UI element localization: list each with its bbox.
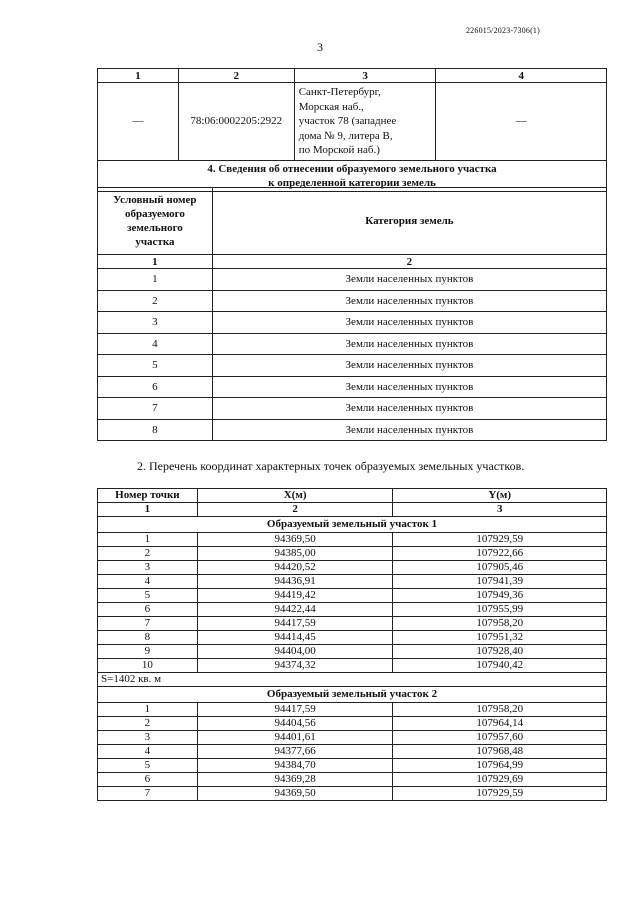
x-coordinate: 94436,91	[197, 575, 393, 589]
x-coordinate: 94419,42	[197, 589, 393, 603]
section-title-line: 4. Сведения об отнесении образуемого земельного участка	[207, 162, 497, 175]
point-number: 8	[98, 631, 198, 645]
land-category: Земли населенных пунктов	[212, 355, 606, 377]
numbering-cell: 1	[98, 503, 198, 517]
parcel2-title-row	[98, 687, 607, 703]
land-category: Земли населенных пунктов	[212, 376, 606, 398]
y-coordinate: 107949,36	[393, 589, 607, 603]
x-coordinate: 94377,66	[197, 745, 393, 759]
table1-header-row	[98, 69, 607, 83]
dash-cell: —	[436, 83, 607, 161]
category-caption-row	[98, 188, 607, 255]
point-row	[98, 603, 607, 617]
point-number: 2	[98, 717, 198, 731]
point-number: 7	[98, 787, 198, 801]
point-number: 4	[98, 745, 198, 759]
point-row	[98, 731, 607, 745]
point-row	[98, 589, 607, 603]
point-row	[98, 759, 607, 773]
x-coordinate: 94404,56	[197, 717, 393, 731]
category-row	[98, 333, 607, 355]
category-rows	[98, 269, 607, 441]
numbering-cell: 2	[197, 503, 393, 517]
category-row	[98, 290, 607, 312]
coordinates-table	[97, 488, 607, 801]
table1-col-header: 1	[98, 69, 179, 83]
address-line: дома № 9, литера В,	[298, 129, 393, 142]
y-coordinate: 107922,66	[393, 547, 607, 561]
category-row	[98, 312, 607, 334]
point-number: 1	[98, 703, 198, 717]
parcel-num: 2	[98, 290, 213, 312]
point-row	[98, 773, 607, 787]
parcel1-area-row	[98, 673, 607, 687]
parcel2-points	[98, 703, 607, 801]
address-line: Санкт-Петербург,	[298, 86, 381, 98]
parcel1-points	[98, 533, 607, 673]
parcel-number-caption	[98, 188, 213, 255]
section-title-line: к определенной категории земель	[268, 176, 436, 189]
category-row	[98, 376, 607, 398]
category-row	[98, 269, 607, 291]
y-coordinate: 107958,20	[393, 617, 607, 631]
x-coordinate: 94417,59	[197, 703, 393, 717]
land-category: Земли населенных пунктов	[212, 398, 606, 420]
caption-line: Условный номер	[113, 194, 197, 206]
y-coordinate: 107928,40	[393, 645, 607, 659]
y-coordinate: 107929,59	[393, 533, 607, 547]
parcel-num: 5	[98, 355, 213, 377]
point-number: 3	[98, 731, 198, 745]
y-coordinate: 107964,99	[393, 759, 607, 773]
point-number: 5	[98, 589, 198, 603]
point-row	[98, 703, 607, 717]
land-category: Земли населенных пунктов	[212, 269, 606, 291]
parcel-source-row	[98, 83, 607, 161]
x-coordinate: 94422,44	[197, 603, 393, 617]
point-number: 2	[98, 547, 198, 561]
table1-col-header: 4	[436, 69, 607, 83]
dash-cell: —	[98, 83, 179, 161]
table1-col-header: 2	[178, 69, 294, 83]
col-header: X(м)	[197, 489, 393, 503]
category-row	[98, 419, 607, 441]
point-row	[98, 547, 607, 561]
address-line: по Морской наб.)	[298, 144, 380, 156]
point-row	[98, 631, 607, 645]
y-coordinate: 107929,59	[393, 787, 607, 801]
address-line: Морская наб.,	[298, 100, 364, 113]
x-coordinate: 94369,50	[197, 533, 393, 547]
y-coordinate: 107955,99	[393, 603, 607, 617]
parcel-num: 7	[98, 398, 213, 420]
y-coordinate: 107968,48	[393, 745, 607, 759]
x-coordinate: 94404,00	[197, 645, 393, 659]
coordinates-heading: 2. Перечень координат характерных точек образуемых земельных участков.	[137, 459, 525, 473]
point-number: 3	[98, 561, 198, 575]
y-coordinate: 107964,14	[393, 717, 607, 731]
col-header: Y(м)	[393, 489, 607, 503]
point-row	[98, 561, 607, 575]
point-row	[98, 645, 607, 659]
table1-col-header: 3	[294, 69, 436, 83]
parcel1-title: Образуемый земельный участок 1	[98, 517, 607, 533]
address-line: участок 78 (западнее	[298, 115, 397, 127]
x-coordinate: 94414,45	[197, 631, 393, 645]
point-number: 9	[98, 645, 198, 659]
y-coordinate: 107951,32	[393, 631, 607, 645]
point-number: 6	[98, 603, 198, 617]
point-row	[98, 533, 607, 547]
x-coordinate: 94420,52	[197, 561, 393, 575]
parcel-num: 3	[98, 312, 213, 334]
x-coordinate: 94385,00	[197, 547, 393, 561]
point-row	[98, 717, 607, 731]
document-number: 226015/2023-7306(1)	[465, 26, 540, 35]
land-category-table	[97, 187, 607, 441]
point-number: 10	[98, 659, 198, 673]
category-caption: Категория земель	[212, 188, 606, 255]
caption-line: образуемого	[124, 208, 185, 220]
point-row	[98, 617, 607, 631]
parcel-num: 4	[98, 333, 213, 355]
coordinates-numbering-row	[98, 503, 607, 517]
parcel1-title-row	[98, 517, 607, 533]
point-row	[98, 659, 607, 673]
x-coordinate: 94417,59	[197, 617, 393, 631]
point-number: 4	[98, 575, 198, 589]
parcel-num: 8	[98, 419, 213, 441]
numbering-cell: 1	[98, 255, 213, 269]
x-coordinate: 94374,32	[197, 659, 393, 673]
category-row	[98, 355, 607, 377]
numbering-cell: 2	[212, 255, 606, 269]
point-number: 1	[98, 533, 198, 547]
caption-line: участка	[135, 236, 175, 248]
numbering-row	[98, 255, 607, 269]
parcel2-title: Образуемый земельный участок 2	[98, 687, 607, 703]
parcel-num: 6	[98, 376, 213, 398]
y-coordinate: 107958,20	[393, 703, 607, 717]
cadastral-number: 78:06:0002205:2922	[178, 83, 294, 161]
point-number: 7	[98, 617, 198, 631]
y-coordinate: 107941,39	[393, 575, 607, 589]
land-category: Земли населенных пунктов	[212, 290, 606, 312]
category-row	[98, 398, 607, 420]
parcel-info-table	[97, 68, 607, 192]
y-coordinate: 107957,60	[393, 731, 607, 745]
x-coordinate: 94369,28	[197, 773, 393, 787]
numbering-cell: 3	[393, 503, 607, 517]
address-cell	[294, 83, 436, 161]
coordinates-header-row	[98, 489, 607, 503]
point-row	[98, 787, 607, 801]
parcel-num: 1	[98, 269, 213, 291]
point-row	[98, 575, 607, 589]
land-category: Земли населенных пунктов	[212, 333, 606, 355]
page-number: 3	[317, 40, 323, 54]
x-coordinate: 94384,70	[197, 759, 393, 773]
point-number: 6	[98, 773, 198, 787]
land-category: Земли населенных пунктов	[212, 419, 606, 441]
land-category: Земли населенных пунктов	[212, 312, 606, 334]
y-coordinate: 107929,69	[393, 773, 607, 787]
point-row	[98, 745, 607, 759]
y-coordinate: 107940,42	[393, 659, 607, 673]
parcel1-area: S=1402 кв. м	[98, 673, 607, 687]
caption-line: земельного	[127, 222, 183, 234]
col-header: Номер точки	[98, 489, 198, 503]
y-coordinate: 107905,46	[393, 561, 607, 575]
x-coordinate: 94369,50	[197, 787, 393, 801]
point-number: 5	[98, 759, 198, 773]
x-coordinate: 94401,61	[197, 731, 393, 745]
